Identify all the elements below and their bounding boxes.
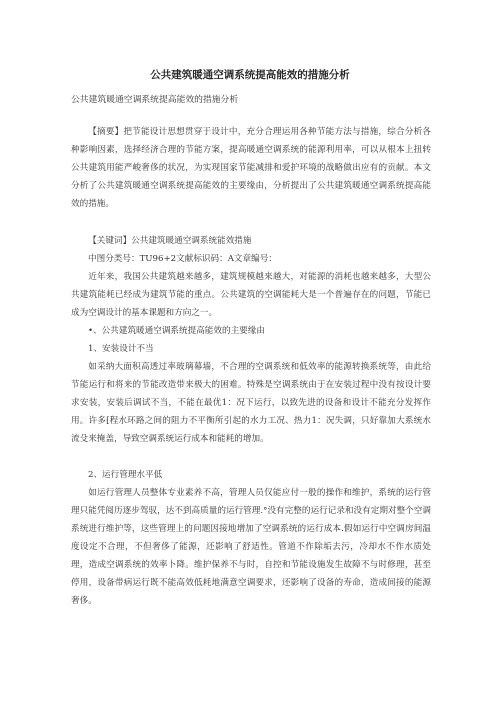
classification-line: 中图分类号：TU96+2文献标识码：A文章编号： bbox=[88, 254, 277, 264]
subsection-heading-2: 2、运行管理水平低 bbox=[88, 470, 163, 480]
section-heading-1: •、公共建筑暖通空调系统提高能效的主要缘由 bbox=[88, 326, 265, 336]
paragraph-1: 如采纳大面积高透过率玻璃幕墙，不合理的空调系统和低效率的能源转换系统等，由此给节能运行和将来的节能改造带来极大的困难。特殊是空调系统由于在安装过程中没有按设计要求安装，安装后调试不当，不能在最优1：况下运行，以致先进的设备和设计不能充分发挥作用。许多[程水环路之间的阻力不平衡所引起的水力工况、热力1：况失调，只好靠加大系统水流殳来掩盖，导致空调系统运行成本和能耗的增加。 bbox=[71, 362, 431, 444]
subsection-heading-1: 1、安装设计不当 bbox=[88, 344, 154, 354]
document-subtitle: 公共建筑暖通空调系统提高能效的措施分析 bbox=[71, 95, 239, 105]
keywords-line: 【关键词】公共建筑暖通空调系统能效措施 bbox=[88, 236, 252, 246]
intro-paragraph: 近年来，我国公共建筑越来越多，建筑规模越来越大，对能源的消耗也越来越多，大型公共建筑能耗已经成为建筑节能的重点。公共建筑的空调能耗大是一个普遍存在的问题，节能已成为空调设计的基本课题和方向之一。 bbox=[71, 272, 431, 318]
paragraph-2: 如运行管理人员整体专业素养不高，管理人员仅能应付一般的操作和维护，系统的运行管理只能凭阅历逐步驾驭，达不到高质量的运行管理.°没有完整的运行记录和没有定期对整个空调系统进行维护等，这些管理上的问题因接地增加了空调系统的运行成本.假如运行中空调房间温度设定不合理，不但奢侈了能源，还影响了舒适性。管道不作除垢去污，冷却水不作水质处理，造成空调系统的效率卜降。维护保养不与时，自控和节能设施发生故障不与时修理，甚至停用，设备带病运行既不能高效低耗地满意空调要求，还影响了设备的寿命，造成间接的能源奢侈。 bbox=[71, 488, 431, 606]
document-title: 公共建筑暖通空调系统提高能效的措施分析 bbox=[150, 69, 350, 81]
abstract-paragraph: 【摘要】把节能设计思想贯穿于设计中，充分合理运用各种节能方法与措施，综合分析各种影响因素，选择经济合理的节能方案，提高暖通空调系统的能源利用率，可以从根本上扭转公共建筑用能严峻奢侈的状况，为实现国家节能减排和爱护环境的战略做出应有的贡献。本文分析了公共建筑暖通空调系统提高能效的主要缘由，分析提出了公共建筑暖通空调系统提高能效的措施。 bbox=[71, 127, 431, 209]
